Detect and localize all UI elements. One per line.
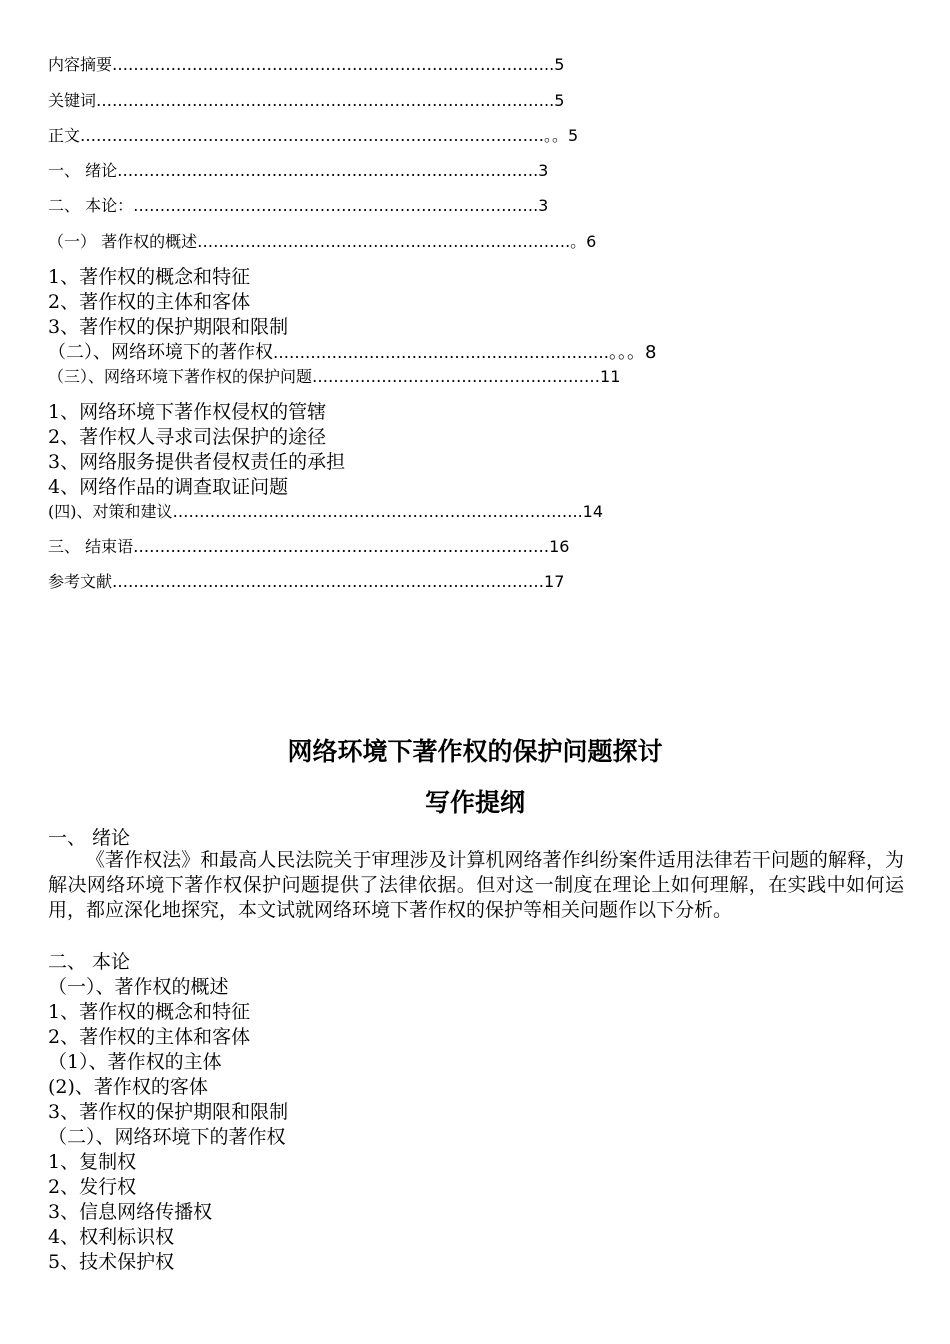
outline-item: 2、著作权的主体和客体 [48, 1026, 251, 1048]
toc-entry [48, 88, 564, 111]
toc-entry [48, 52, 564, 75]
toc-page: ..5 [544, 55, 565, 74]
toc-leader: ………………………………………………………………… [172, 502, 573, 521]
toc-page: .3 [533, 196, 549, 215]
toc-leader: ……………………………………………… [312, 367, 601, 386]
toc-page: 16 [549, 537, 570, 556]
outline-item: (2)、著作权的客体 [48, 1076, 208, 1098]
toc-leader: ………………………………………………………………… [133, 196, 534, 215]
toc-page: ..5 [544, 91, 565, 110]
toc-label: （二）、网络环境下的著作权 [48, 342, 273, 363]
outline-item: 3、信息网络传播权 [48, 1201, 213, 1223]
toc-subentry: 1、网络环境下著作权侵权的管辖 [48, 401, 327, 423]
toc-label: （三）、网络环境下著作权的保护问题 [48, 367, 313, 386]
toc-leader: …………………………………………………………… [197, 232, 566, 251]
toc-leader: …………………………………………………………………… [117, 161, 534, 180]
outline-item: 3、著作权的保护期限和限制 [48, 1101, 289, 1123]
toc-entry [48, 534, 569, 557]
toc-entry [48, 158, 548, 181]
toc-label: 正文 [48, 126, 81, 145]
toc-leader: ……………………………………………………… [273, 343, 609, 362]
toc-subentry: 2、著作权的主体和客体 [48, 291, 251, 313]
toc-label: 参考文献 [48, 572, 113, 591]
outline-item: （一）、著作权的概述 [48, 976, 229, 998]
toc-leader: ………………………………………………………………………… [96, 91, 545, 110]
toc-entry [48, 364, 620, 387]
toc-label: 一、 绪论 [48, 161, 118, 180]
toc-page: 。。。8 [609, 342, 657, 363]
toc-entry [48, 123, 578, 146]
toc-subentry: 4、网络作品的调查取证问题 [48, 476, 289, 498]
outline-item: （二）、网络环境下的著作权 [48, 1126, 286, 1148]
outline-item: 5、技术保护权 [48, 1251, 175, 1273]
toc-label: 内容摘要 [48, 55, 113, 74]
toc-entry [48, 499, 603, 522]
toc-subentry: 1、著作权的概念和特征 [48, 266, 251, 288]
toc-page: 。。5 [544, 126, 579, 145]
toc-page: .3 [533, 161, 549, 180]
toc-leader: …………………………………………………………………………… [80, 126, 545, 145]
toc-entry [48, 569, 564, 592]
toc-entry [48, 193, 548, 216]
outline-item: 1、复制权 [48, 1151, 137, 1173]
toc-label: 三、 结束语 [48, 537, 134, 556]
outline-item: 4、权利标识权 [48, 1226, 175, 1248]
outline-item: 1、著作权的概念和特征 [48, 1001, 251, 1023]
toc-page: ..14 [572, 502, 604, 521]
outline-heading: 一、 绪论 [48, 827, 131, 849]
outline-item: 2、发行权 [48, 1176, 137, 1198]
toc-label: 关键词 [48, 91, 97, 110]
toc-leader: ……………………………………………………………………… [112, 55, 545, 74]
document-subtitle: 写作提纲 [424, 788, 525, 817]
document-title: 网络环境下著作权的保护问题探讨 [287, 737, 663, 766]
toc-page: 11 [600, 367, 621, 386]
intro-paragraph: 《著作权法》和最高人民法院关于审理涉及计算机网络著作纠纷案件适用法律若干问题的解释，为解决网络环境下著作权保护问题提供了法律依据。但对这一制度在理论上如何理解，在实践中如何运用，都应深化地探究，本文试就网络环境下著作权的保护等相关问题作以下分析。 [48, 849, 904, 921]
toc-label: 二、 本论： [48, 196, 134, 215]
toc-leader: ……………………………………………………………………… [112, 572, 545, 591]
outline-item: 二、 本论 [48, 951, 131, 973]
toc-entry [48, 338, 656, 364]
toc-leader: …………………………………………………………………… [133, 537, 550, 556]
toc-subentry: 3、网络服务提供者侵权责任的承担 [48, 451, 346, 473]
toc-subentry: 3、著作权的保护期限和限制 [48, 316, 289, 338]
toc-label: （一） 著作权的概述 [48, 232, 198, 251]
toc-page: .。6 [565, 232, 597, 251]
toc-subentry: 2、著作权人寻求司法保护的途径 [48, 426, 327, 448]
outline-item: （1）、著作权的主体 [48, 1051, 222, 1073]
toc-page: 17 [544, 572, 565, 591]
toc-label: (四)、对策和建议 [48, 502, 173, 521]
toc-entry [48, 229, 596, 252]
